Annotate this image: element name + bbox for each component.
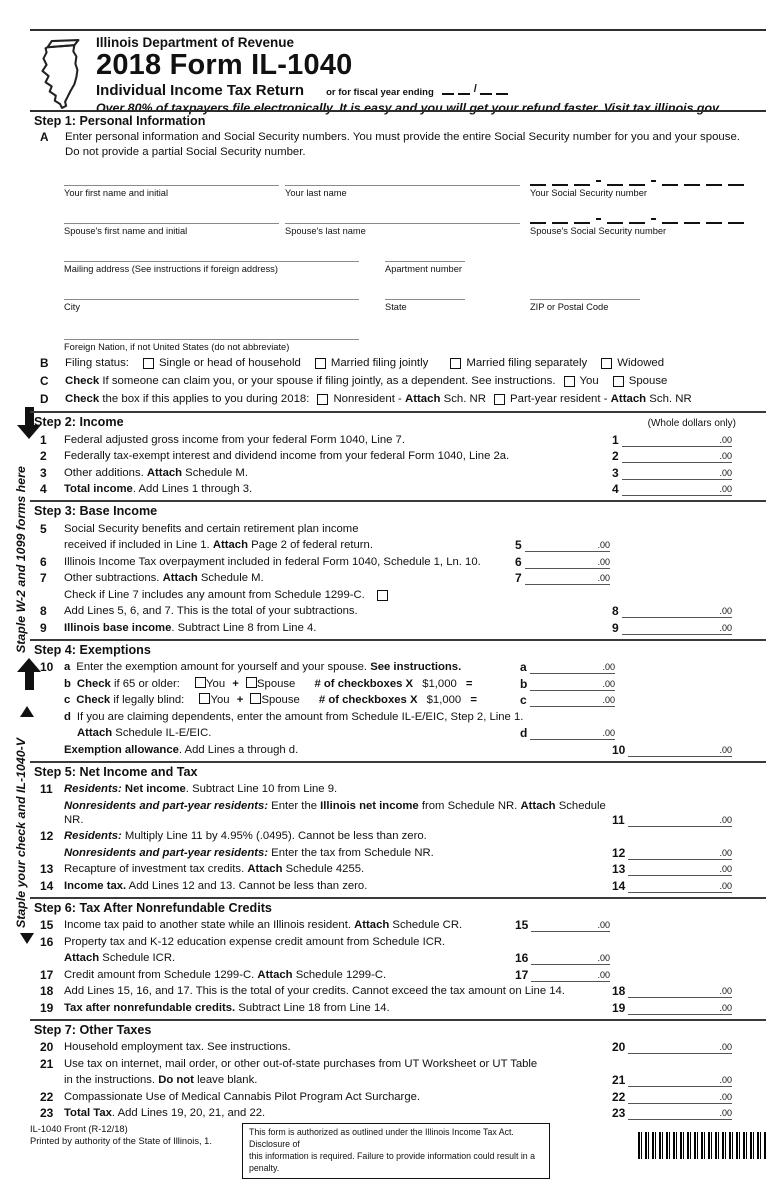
filing-separately-label: Married filing separately bbox=[466, 357, 588, 369]
first-name-input[interactable] bbox=[64, 173, 279, 186]
step2-title: Step 2: Income bbox=[34, 415, 124, 429]
part-year-label: Part-year resident - bbox=[510, 393, 611, 405]
line17-amount-field[interactable]: .00 bbox=[531, 968, 610, 982]
form-il-1040-page: Illinois Department of Revenue 2018 Form IL-1040 Individual Income Tax Return or for fiscal year ending / Over 80% of taxpayers file electronically. It is easy and you will get your refund faster. Visit tax.illinois.gov. Staple W-2 and 1099 forms here Staple your check and IL-1040-V Step 1: Personal Information A Enter personal information and Social Security numbers. You must provide the entire Social Security number for you and your spouse. Do not provide a partial Social Security number. Your first name and initial Your last name Your Social Security number Spouse's first name and initial Spouse's last name Spouse's Social Security number Mailing address (See instructions if foreign address) Apartment number City State ZIP or Postal Code Foreign Nation, if not United States (do not abbreviate) B Filing status: Single or head of household Married filing jointly Married filing separately Widowed C Check If someone can claim you, or your spouse if filing jointly, as a dependent. See instructions. You Spouse D Check the box if this applies to you during 2018: Nonresident - Attach Sch. NR Part-year resident - Attach Sch. NR Step 2: Income (Whole dollars only) 1 Federal adjusted gross income from your federal Form 1040, Line 7. 1 .00 2 Federally tax-exempt interest and dividend income from your federal Form 1040, Line 2a. 2 .00 3 Other additions. Attach Schedule M. 3 .00 4 Total income. Add Lines 1 through 3. 4 .00 Step 3: Base Income 5 Social Security benefits and certain retirement plan income received if included in Line 1. Attach Page 2 of federal return. 5 .00 6 Illinois Income Tax overpayment included in federal Form 1040, Schedule 1, Ln. 10. 6 .00 7 Other subtractions. Attach Schedule M. 7 .00 Check if Line 7 includes any amount from Schedule 1299-C. 8 Add Lines 5, 6, and 7. This is the total of your subtractions. 8 .00 9 Illinois base income. Subtract Line 8 from Line 4. 9 .00 Step 4: Exemptions 10 a Enter the exemption amount for yourself and your spouse. See instructions. a .00 b Check if 65 or older: You + Spouse # of checkboxes X $1,000 = b .00 c Check if legally blind: You + Spouse # of checkboxes X $1,000 = c .00 d If you are claiming dependents, enter the amount from Schedule IL-E/EIC, Step 2, Line 1. Attach Schedule IL-E/EIC. d .00 Exemption allowance. Add Lines a through d. 10 .00 Step 5: Net Income and Tax 11 Residents: Net income. Subtract Line 10 from Line 9. Nonresidents and part-year residents: Enter the Illinois net income from Schedule NR. Attach Schedule NR. 11 .00 12 Residents: Multiply Line 11 by 4.95% (.0495). Cannot be less than zero. Nonresidents and part-year residents: Enter the tax from Schedule NR. 12 .00 13 Recapture of investment tax credits. Attach Schedule 4255. 13 .00 14 Income tax. Add Lines 12 and 13. Cannot be less than zero. 14 .00 Step 6: Tax After Nonrefundable Credits 15 Income tax paid to another state while an Illinois resident. Attach Schedule CR. 15 .00 16 Property tax and K-12 education expense credit amount from Schedule ICR. Attach Schedule ICR. 16 .00 17 Credit amount from Schedule 1299-C. Attach Schedule 1299-C. 17 .00 18 Add Lines 15, 16, and 17. This is the total of your credits. Cannot exceed the tax amount on Line 14. 18 .00 19 Tax after nonrefundable credits. Subtract Line 18 from Line 14. 19 .00 Step 7: Other Taxes 20 Household employment tax. See instructions. 20 .00 21 Use tax on internet, mail order, or other out-of-state purchases from UT Worksheet or UT Table in the instructions. Do not leave blank. 21 .00 22 Compassionate Use of Medical Cannabis Pilot Program Act Surcharge. 22 .00 23 Total Tax. Add Lines 19, 20, 21, and 22. 23 .00 IL-1040 Front (R-12/18) Printed by authority of the State of Illinois, 1. This form is authorized as outlined under the Illinois Income Tax Act. Disclosure of this information is required. Failure to provide information could result in a penalty. bbox=[0, 0, 770, 1024]
line3-text: Other additions. Attach Schedule M. bbox=[64, 466, 248, 479]
line8-text: Add Lines 5, 6, and 7. This is the total of your subtractions. bbox=[64, 605, 358, 617]
apartment-number-input[interactable] bbox=[385, 249, 465, 262]
form-id: IL-1040 Front (R-12/18) bbox=[30, 1124, 128, 1134]
whole-dollars-note: (Whole dollars only) bbox=[647, 418, 736, 429]
filing-status-row bbox=[30, 356, 766, 370]
checkbox-65-you[interactable] bbox=[195, 677, 206, 688]
line11-text1: Residents: Net income. Subtract Line 10 from Line 9. bbox=[64, 783, 338, 795]
line6-amount-field[interactable]: .00 bbox=[525, 555, 610, 569]
line23-amount-field[interactable]: .00 bbox=[628, 1106, 732, 1120]
ssn-label: Your Social Security number bbox=[530, 188, 647, 198]
disclosure-line2: this information is required. Failure to provide information could result in a penalty. bbox=[249, 1150, 536, 1173]
line19-text: Tax after nonrefundable credits. Subtract Line 18 from Line 14. bbox=[64, 1001, 390, 1014]
line8-number: 8 bbox=[40, 604, 47, 618]
checkbox-single[interactable] bbox=[143, 358, 154, 369]
spouse-ssn-label: Spouse's Social Security number bbox=[530, 226, 667, 236]
line5-number: 5 bbox=[40, 521, 47, 536]
line8-amount-field[interactable]: .00 bbox=[622, 604, 732, 618]
checkbox-widowed[interactable] bbox=[601, 358, 612, 369]
filing-widowed-label: Widowed bbox=[617, 357, 665, 369]
line18-text: Add Lines 15, 16, and 17. This is the total of your credits. Cannot exceed the tax amount on Line 14. bbox=[64, 985, 565, 997]
line12-text2: Nonresidents and part-year residents: Enter the tax from Schedule NR. bbox=[64, 846, 434, 859]
city-label: City bbox=[64, 302, 81, 312]
spouse-last-name-input[interactable] bbox=[285, 211, 520, 224]
step6-title: Step 6: Tax After Nonrefundable Credits bbox=[34, 900, 272, 915]
line1-amount-field[interactable]: .00 bbox=[622, 433, 732, 447]
checkbox-65-spouse[interactable] bbox=[246, 677, 257, 688]
step7-title: Step 7: Other Taxes bbox=[34, 1022, 152, 1037]
line9-text: Illinois base income. Subtract Line 8 from Line 4. bbox=[64, 621, 317, 634]
line1-amount-number: 1 bbox=[612, 432, 619, 447]
line10d-text1: d If you are claiming dependents, enter the amount from Schedule IL-E/EIC, Step 2, Line 1. bbox=[64, 710, 524, 723]
checkbox-married-jointly[interactable] bbox=[315, 358, 326, 369]
step1-instruction-line2: Do not provide a partial Social Security number. bbox=[65, 146, 306, 158]
staple-w2-note: Staple W-2 and 1099 forms here bbox=[14, 466, 28, 653]
line22-amount-field[interactable]: .00 bbox=[628, 1090, 732, 1104]
mailing-address-label: Mailing address (See instructions if foreign address) bbox=[64, 264, 278, 274]
claimed-spouse-label: Spouse bbox=[628, 375, 668, 387]
step1-instruction-line1: Enter personal information and Social Security numbers. You must provide the entire Social Security number for you and your spouse. bbox=[65, 131, 740, 143]
foreign-nation-label: Foreign Nation, if not United States (do not abbreviate) bbox=[64, 342, 290, 352]
line10d-text2: Attach Schedule IL-E/EIC. bbox=[77, 727, 212, 739]
mailing-address-input[interactable] bbox=[64, 249, 359, 262]
line5-text1: Social Security benefits and certain retirement plan income bbox=[64, 522, 359, 535]
line4-text: Total income. Add Lines 1 through 3. bbox=[64, 483, 253, 495]
last-name-label: Your last name bbox=[285, 188, 347, 198]
line9-number: 9 bbox=[40, 620, 47, 635]
spouse-last-name-label: Spouse's last name bbox=[285, 226, 366, 236]
filing-single-label: Single or head of household bbox=[158, 357, 301, 369]
line3-amount-field[interactable]: .00 bbox=[622, 466, 732, 480]
row-letter-a: A bbox=[40, 130, 49, 144]
filing-status-label: Filing status: bbox=[65, 357, 129, 369]
line9-amount-field[interactable]: .00 bbox=[622, 621, 732, 635]
last-name-input[interactable] bbox=[285, 173, 520, 186]
residency-row bbox=[30, 392, 766, 406]
residency-text: the box if this applies to you during 2018: bbox=[99, 393, 310, 405]
spouse-ssn-input[interactable] bbox=[530, 211, 766, 224]
first-name-label: Your first name and initial bbox=[64, 188, 169, 198]
line3-number: 3 bbox=[40, 465, 47, 480]
line13-number: 13 bbox=[40, 862, 54, 876]
line5-amount-field[interactable]: .00 bbox=[525, 538, 610, 552]
spouse-first-name-input[interactable] bbox=[64, 211, 279, 224]
nonresident-sch: Sch. NR bbox=[440, 393, 487, 405]
line10a-text: a Enter the exemption amount for yourself and your spouse. See instructions. bbox=[64, 661, 462, 673]
disclosure-line1: This form is authorized as outlined under the Illinois Income Tax Act. Disclosure of bbox=[249, 1127, 514, 1149]
apartment-number-label: Apartment number bbox=[385, 264, 462, 274]
line17-text: Credit amount from Schedule 1299-C. Attach Schedule 1299-C. bbox=[64, 968, 387, 981]
line7-check-text: Check if Line 7 includes any amount from Schedule 1299-C. bbox=[64, 588, 365, 601]
line22-text: Compassionate Use of Medical Cannabis Pilot Program Act Surcharge. bbox=[64, 1090, 421, 1103]
checkbox-claimed-spouse[interactable] bbox=[613, 376, 624, 387]
line10-amount-field[interactable]: .00 bbox=[628, 743, 732, 757]
footer bbox=[30, 1123, 766, 1179]
line2-number: 2 bbox=[40, 449, 47, 463]
fiscal-year-blanks[interactable]: / bbox=[442, 83, 512, 95]
line22-number: 22 bbox=[40, 1089, 54, 1104]
state-label: State bbox=[385, 302, 407, 312]
line6-number: 6 bbox=[40, 554, 47, 569]
dependent-claim-row bbox=[30, 374, 766, 388]
line18-amount-field[interactable]: .00 bbox=[628, 984, 732, 998]
line10c-text: c Check if legally blind: You + Spouse # of checkboxes X $1,000 = bbox=[64, 694, 477, 706]
form-title: 2018 Form IL-1040 bbox=[96, 49, 353, 81]
row-letter-c: C bbox=[40, 374, 49, 388]
line14-amount-field[interactable]: .00 bbox=[628, 879, 732, 893]
printed-by: Printed by authority of the State of Illinois, 1. bbox=[30, 1136, 212, 1147]
part-year-sch: Sch. NR bbox=[646, 393, 692, 405]
line1-text: Federal adjusted gross income from your federal Form 1040, Line 7. bbox=[64, 433, 405, 446]
line10a-amount-field[interactable]: .00 bbox=[530, 660, 615, 674]
line20-amount-field[interactable]: .00 bbox=[628, 1040, 732, 1054]
line7-text: Other subtractions. Attach Schedule M. bbox=[64, 572, 264, 584]
staple-check-note: Staple your check and IL-1040-V bbox=[14, 737, 28, 928]
barcode bbox=[638, 1132, 766, 1159]
line23-text: Total Tax. Add Lines 19, 20, 21, and 22. bbox=[64, 1107, 266, 1119]
step3-title: Step 3: Base Income bbox=[34, 504, 158, 518]
checkbox-married-separately[interactable] bbox=[450, 358, 461, 369]
header-top-rule bbox=[30, 29, 766, 31]
line10-total-text: Exemption allowance. Add Lines a through d. bbox=[64, 743, 299, 756]
zip-label: ZIP or Postal Code bbox=[530, 302, 609, 312]
state-input[interactable] bbox=[385, 287, 465, 300]
zip-input[interactable] bbox=[530, 287, 640, 300]
line11-text2: Nonresidents and part-year residents: Enter the Illinois net income from Schedule NR. Attach Schedule NR. bbox=[64, 799, 606, 826]
check-bold: Check bbox=[65, 393, 100, 405]
attach-bold: Attach bbox=[610, 393, 647, 405]
line2-amount-field[interactable]: .00 bbox=[622, 449, 732, 463]
illinois-state-outline-icon bbox=[33, 38, 91, 115]
checkbox-blind-you[interactable] bbox=[199, 693, 210, 704]
line16-text1: Property tax and K-12 education expense credit amount from Schedule ICR. bbox=[64, 935, 446, 948]
checkbox-blind-spouse[interactable] bbox=[250, 693, 261, 704]
checkbox-nonresident[interactable] bbox=[317, 394, 328, 405]
line15-text: Income tax paid to another state while an Illinois resident. Attach Schedule CR. bbox=[64, 919, 463, 931]
line13-text: Recapture of investment tax credits. Attach Schedule 4255. bbox=[64, 863, 365, 875]
line16-amount-field[interactable]: .00 bbox=[531, 951, 610, 965]
line21-text1: Use tax on internet, mail order, or other out-of-state purchases from UT Worksheet or UT Table bbox=[64, 1057, 538, 1070]
line19-number: 19 bbox=[40, 1000, 54, 1015]
line14-text: Income tax. Add Lines 12 and 13. Cannot be less than zero. bbox=[64, 879, 368, 892]
line20-text: Household employment tax. See instructions. bbox=[64, 1041, 291, 1053]
line4-amount-field[interactable]: .00 bbox=[622, 482, 732, 496]
line10-number: 10 bbox=[40, 660, 54, 674]
checkbox-claimed-you[interactable] bbox=[564, 376, 575, 387]
line16-text2: Attach Schedule ICR. bbox=[64, 952, 176, 964]
fiscal-year-label: or for fiscal year ending bbox=[326, 86, 434, 98]
line15-number: 15 bbox=[40, 918, 54, 932]
checkbox-part-year[interactable] bbox=[494, 394, 505, 405]
line16-number: 16 bbox=[40, 934, 54, 949]
line23-number: 23 bbox=[40, 1106, 54, 1120]
line1-number: 1 bbox=[40, 432, 47, 447]
line21-number: 21 bbox=[40, 1056, 54, 1071]
line11-amount-field[interactable]: .00 bbox=[628, 813, 732, 827]
line12-number: 12 bbox=[40, 829, 54, 843]
line14-number: 14 bbox=[40, 878, 54, 893]
disclosure-box bbox=[242, 1123, 550, 1179]
line10c-amount-field[interactable]: .00 bbox=[530, 693, 615, 707]
line5-text2: received if included in Line 1. Attach Page 2 of federal return. bbox=[64, 539, 373, 551]
line12-amount-field[interactable]: .00 bbox=[628, 846, 732, 860]
checkbox-1299c[interactable] bbox=[377, 590, 388, 601]
foreign-nation-input[interactable] bbox=[64, 327, 359, 340]
line20-number: 20 bbox=[40, 1040, 54, 1054]
line4-number: 4 bbox=[40, 482, 47, 496]
dependent-claim-text: If someone can claim you, or your spouse if filing jointly, as a dependent. See instructions. bbox=[99, 375, 556, 387]
line7-amount-field[interactable]: .00 bbox=[525, 571, 610, 585]
step4-title: Step 4: Exemptions bbox=[34, 642, 151, 657]
line21-amount-field[interactable]: .00 bbox=[628, 1073, 732, 1087]
agency-name: Illinois Department of Revenue bbox=[96, 35, 295, 50]
line13-amount-field[interactable]: .00 bbox=[628, 862, 732, 876]
line21-text2: in the instructions. Do not leave blank. bbox=[64, 1074, 258, 1086]
claimed-you-label: You bbox=[579, 375, 599, 387]
line12-text1: Residents: Multiply Line 11 by 4.95% (.0495). Cannot be less than zero. bbox=[64, 830, 427, 842]
line6-text: Illinois Income Tax overpayment included in federal Form 1040, Schedule 1, Ln. 10. bbox=[64, 555, 481, 568]
line10d-amount-field[interactable]: .00 bbox=[530, 726, 615, 740]
step1-title: Step 1: Personal Information bbox=[34, 114, 206, 128]
attach-bold: Attach bbox=[404, 393, 441, 405]
line19-amount-field[interactable]: .00 bbox=[628, 1001, 732, 1015]
city-input[interactable] bbox=[64, 287, 359, 300]
row-letter-b: B bbox=[40, 356, 49, 370]
line18-number: 18 bbox=[40, 984, 54, 998]
spouse-first-name-label: Spouse's first name and initial bbox=[64, 226, 188, 236]
line7-number: 7 bbox=[40, 571, 47, 585]
efile-tagline: Over 80% of taxpayers file electronically. It is easy and you will get your refund faster. Visit tax.illinois.gov. bbox=[96, 100, 722, 115]
step5-title: Step 5: Net Income and Tax bbox=[34, 764, 198, 779]
check-bold: Check bbox=[65, 375, 100, 387]
line17-number: 17 bbox=[40, 967, 54, 982]
line10b-text: b Check if 65 or older: You + Spouse # of checkboxes X $1,000 = bbox=[64, 677, 473, 690]
line2-text: Federally tax-exempt interest and dividend income from your federal Form 1040, Line 2a. bbox=[64, 450, 510, 462]
line11-number: 11 bbox=[40, 782, 53, 796]
line15-amount-field[interactable]: .00 bbox=[531, 918, 610, 932]
ssn-input[interactable] bbox=[530, 173, 766, 186]
row-letter-d: D bbox=[40, 392, 49, 406]
step1-instruction-row bbox=[30, 130, 766, 160]
filing-jointly-label: Married filing jointly bbox=[330, 357, 429, 369]
nonresident-label: Nonresident - bbox=[333, 393, 405, 405]
form-header bbox=[96, 35, 756, 115]
form-subtitle: Individual Income Tax Return bbox=[96, 81, 305, 99]
line10b-amount-field[interactable]: .00 bbox=[530, 677, 615, 691]
